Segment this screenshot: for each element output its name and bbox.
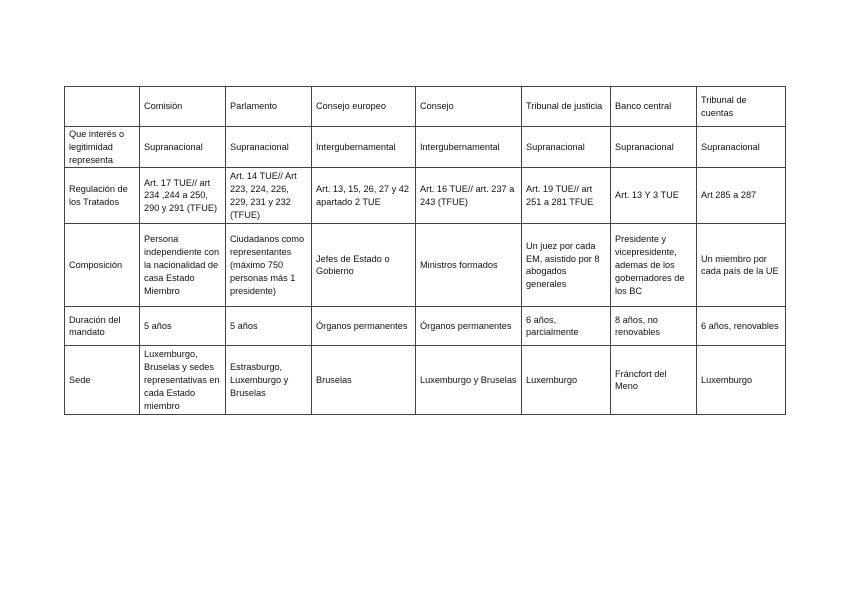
header-cell-consejo: Consejo [416,87,522,127]
header-cell-consejo-europeo: Consejo europeo [312,87,416,127]
table-cell: Supranacional [697,127,786,168]
table-cell: Intergubernamental [312,127,416,168]
table-cell: 5 años [226,307,312,346]
header-cell-banco-central: Banco central [611,87,697,127]
table-cell: Órganos permanentes [312,307,416,346]
table-row [65,127,786,168]
header-cell-comision: Comisión [140,87,226,127]
table-cell: Supranacional [522,127,611,168]
table-cell: Art 285 a 287 [697,168,786,224]
header-cell-empty [65,87,140,127]
table-row [65,346,786,415]
table-cell: 6 años, renovables [697,307,786,346]
table-cell: 8 años, no renovables [611,307,697,346]
table-cell: Luxemburgo [697,346,786,415]
table-cell: 5 años [140,307,226,346]
table-row [65,224,786,307]
table-cell: Persona independiente con la nacionalidad de casa Estado Miembro [140,224,226,307]
table-cell: Fráncfort del Meno [611,346,697,415]
eu-institutions-table [64,86,786,415]
table-cell: Art. 16 TUE// art. 237 a 243 (TFUE) [416,168,522,224]
row-label-duracion: Duración del mandato [65,307,140,346]
table-cell: Art. 13 Y 3 TUE [611,168,697,224]
table-cell: Jefes de Estado o Gobierno [312,224,416,307]
header-cell-parlamento: Parlamento [226,87,312,127]
table-cell: Un miembro por cada país de la UE [697,224,786,307]
table-cell: 6 años, parcialmente [522,307,611,346]
table-cell: Ministros formados [416,224,522,307]
table-cell: Estrasburgo, Luxemburgo y Bruselas [226,346,312,415]
header-cell-tribunal-cuentas: Tribunal de cuentas [697,87,786,127]
table-cell: Art. 19 TUE// art 251 a 281 TFUE [522,168,611,224]
table-cell: Supranacional [611,127,697,168]
table-header-row [65,87,786,127]
table-cell: Un juez por cada EM, asistido por 8 abogados generales [522,224,611,307]
table-cell: Art. 14 TUE// Art 223, 224, 226, 229, 231 y 232 (TFUE) [226,168,312,224]
table-cell: Art. 17 TUE// art 234 ,244 a 250, 290 y 291 (TFUE) [140,168,226,224]
table-cell: Supranacional [140,127,226,168]
table-cell: Art. 13, 15, 26, 27 y 42 apartado 2 TUE [312,168,416,224]
row-label-sede: Sede [65,346,140,415]
header-cell-tribunal-justicia: Tribunal de justicia [522,87,611,127]
table-row [65,168,786,224]
table-cell: Órganos permanentes [416,307,522,346]
table-cell: Luxemburgo [522,346,611,415]
table-cell: Presidente y vicepresidente, ademas de los gobernadores de los BC [611,224,697,307]
row-label-regulacion: Regulación de los Tratados [65,168,140,224]
row-label-composicion: Composición [65,224,140,307]
table-cell: Luxemburgo y Bruselas [416,346,522,415]
table-cell: Intergubernamental [416,127,522,168]
table-cell: Ciudadanos como representantes (máximo 750 personas más 1 presidente) [226,224,312,307]
table-row [65,307,786,346]
table-cell: Supranacional [226,127,312,168]
row-label-interes: Que interés o legitimidad representa [65,127,140,168]
table-cell: Luxemburgo, Bruselas y sedes representativas en cada Estado miembro [140,346,226,415]
table-cell: Bruselas [312,346,416,415]
